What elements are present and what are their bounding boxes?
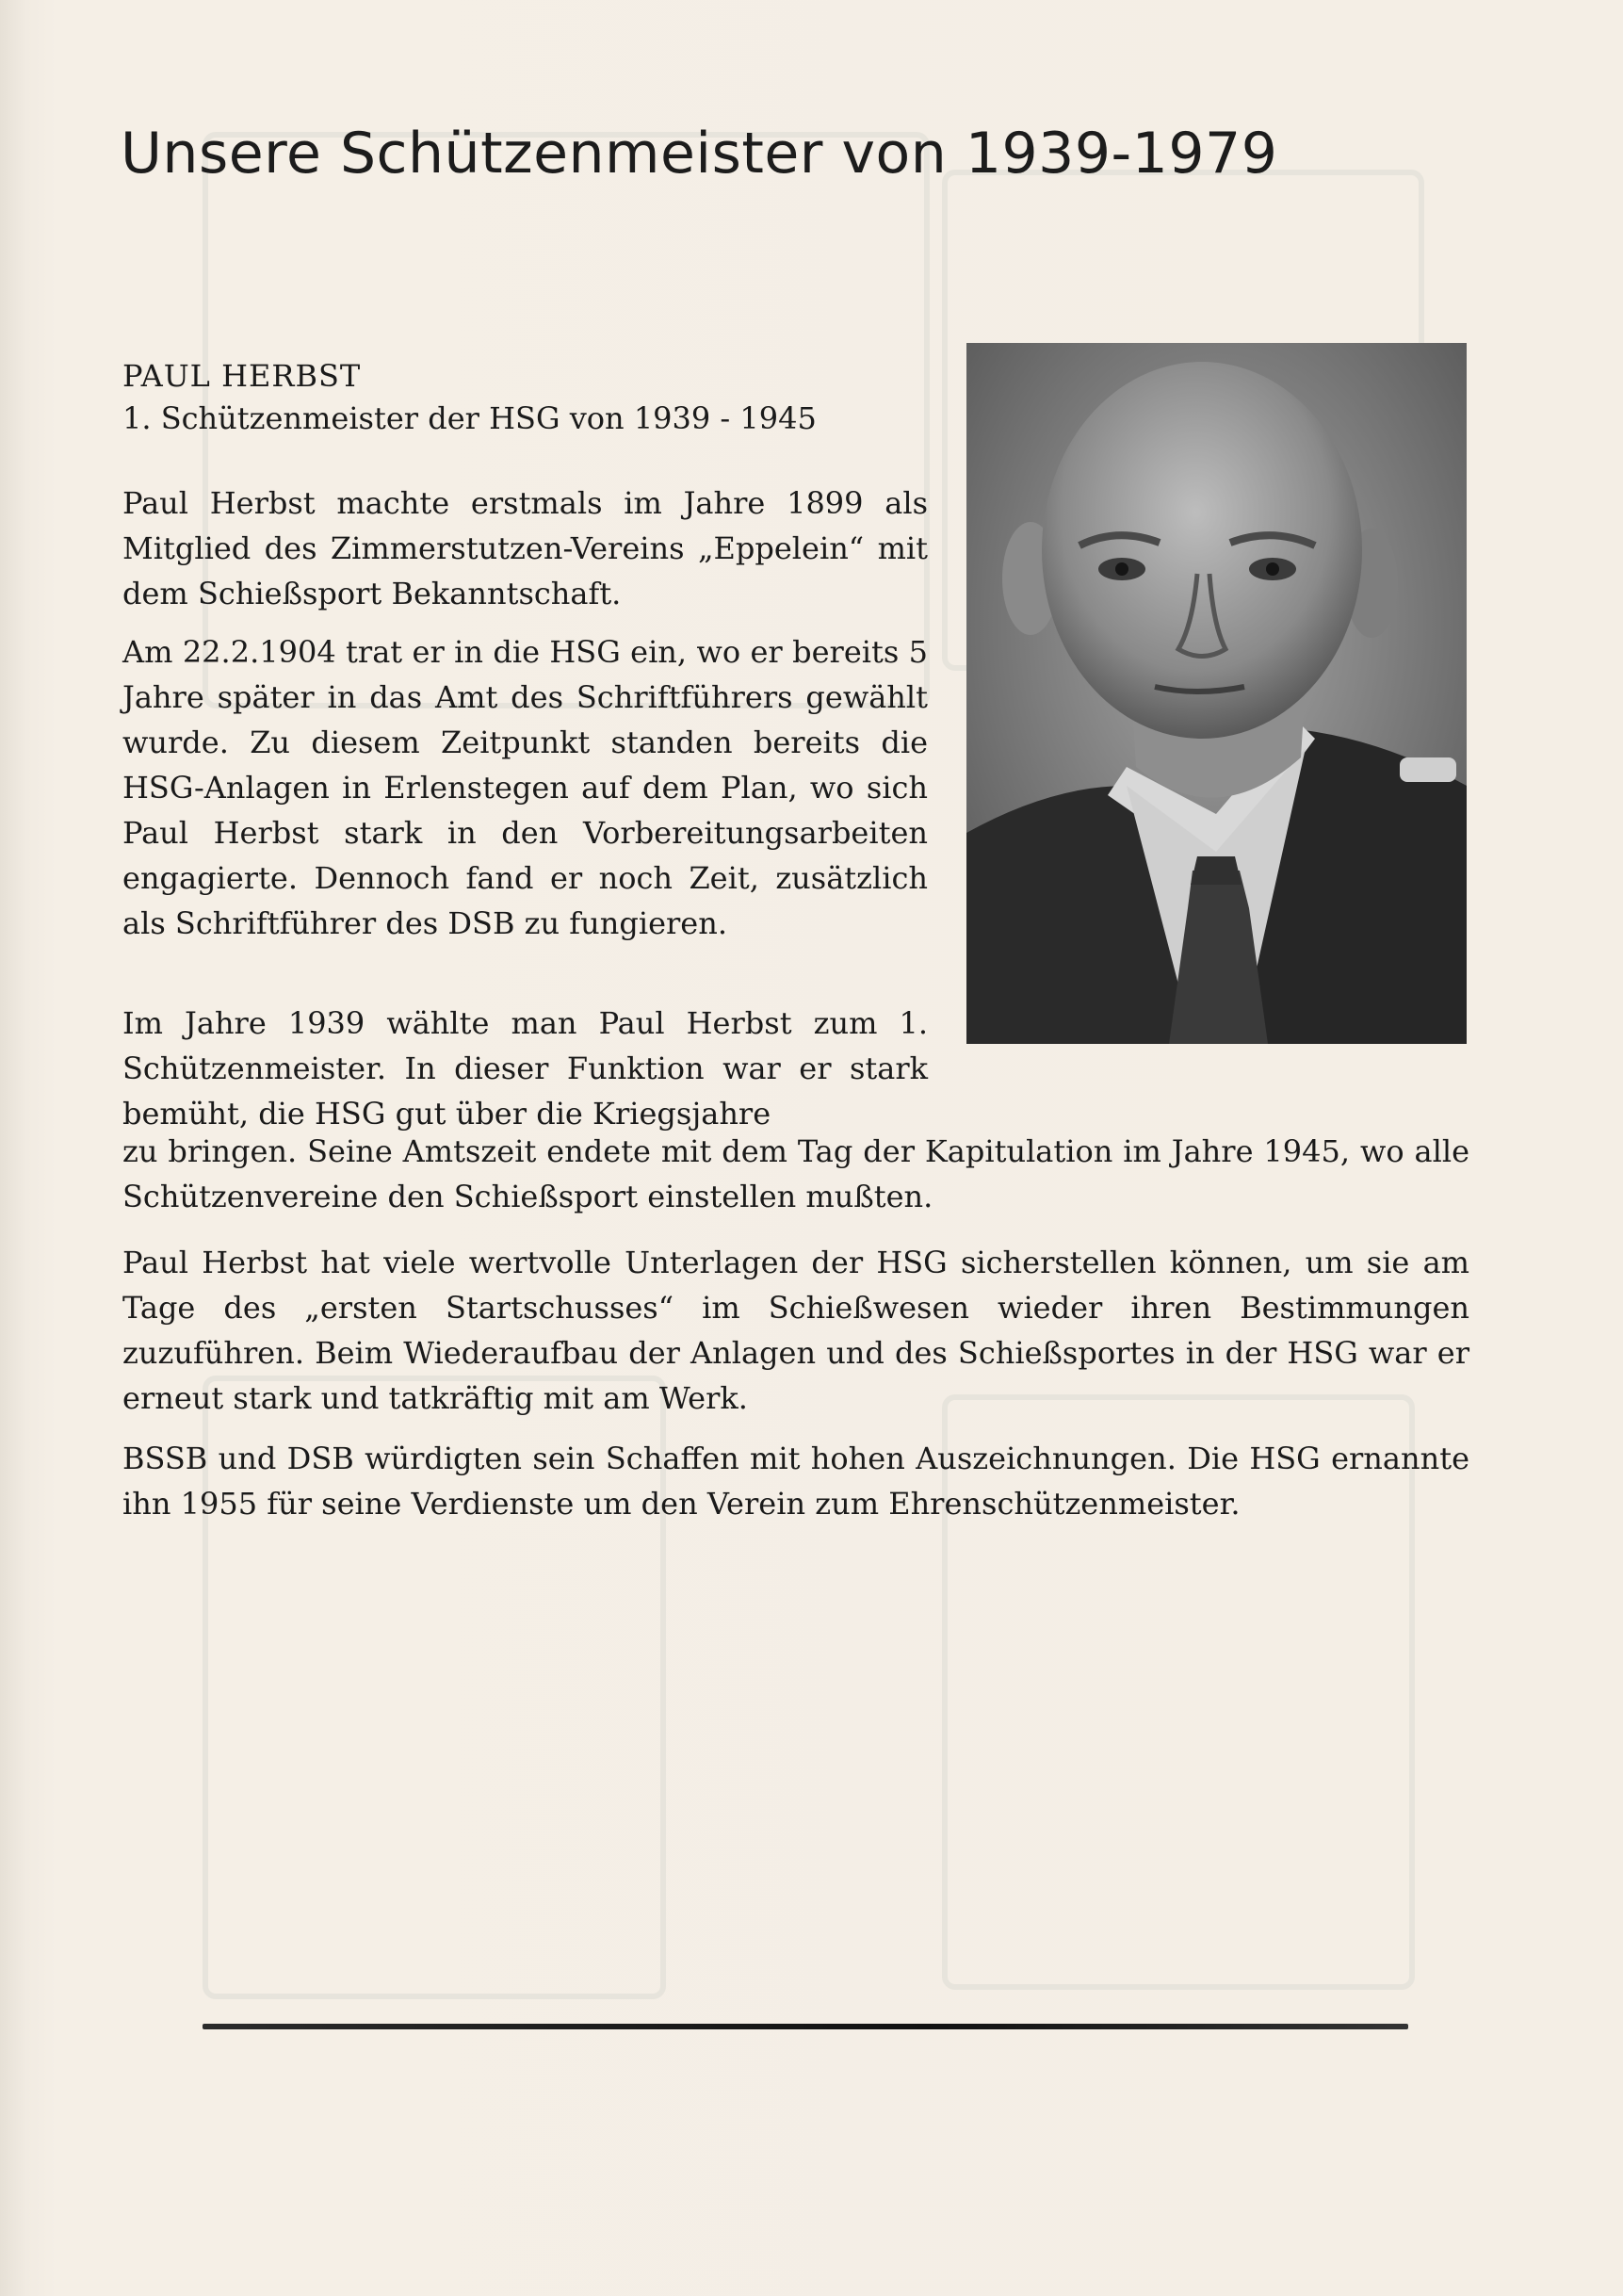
- portrait-photo: [966, 343, 1467, 1044]
- portrait-illustration: [966, 343, 1467, 1044]
- bottom-rule: [203, 2024, 1408, 2029]
- paragraph-5: BSSB und DSB würdigten sein Schaffen mit hohen Auszeichnungen. Die HSG ernannte ihn 1955 für seine Verdienste um den Verein zum Ehrenschützenmeister.: [122, 1441, 1469, 1522]
- paragraph-2: Am 22.2.1904 trat er in die HSG ein, wo er bereits 5 Jahre später in das Amt des Schriftführers gewählt wurde. Zu diesem Zeitpunkt standen bereits die HSG-Anlagen in Erlenstegen auf dem Plan, wo sich Paul Herbst stark in den Vorbereitungsarbeiten engagierte. Dennoch fand er noch Zeit, zusätzlich als Schriftführer des DSB zu fungieren.: [122, 634, 928, 941]
- paragraph-1: Paul Herbst machte erstmals im Jahre 1899 als Mitglied des Zimmerstutzen-Vereins „Eppelein“ mit dem Schießsport Bekanntschaft.: [122, 485, 928, 611]
- person-name: PAUL HERBST: [122, 358, 362, 394]
- person-role: 1. Schützenmeister der HSG von 1939 - 1945: [122, 400, 817, 436]
- paragraph-3-continued: zu bringen. Seine Amtszeit endete mit dem Tag der Kapitulation im Jahre 1945, wo alle Schützenvereine den Schießsport einstellen mußten.: [122, 1133, 1469, 1214]
- page-title: Unsere Schützenmeister von 1939-1979: [121, 121, 1278, 187]
- paragraph-3: Im Jahre 1939 wählte man Paul Herbst zum 1. Schützenmeister. In dieser Funktion war er stark bemüht, die HSG gut über die Kriegsjahre: [122, 1005, 928, 1132]
- paragraph-4: Paul Herbst hat viele wertvolle Unterlagen der HSG sicherstellen können, um sie am Tage des „ersten Startschusses“ im Schießwesen wieder ihren Bestimmungen zuzuführen. Beim Wiederaufbau der Anlagen und des Schießsportes in der HSG war er erneut stark und tatkräftig mit am Werk.: [122, 1245, 1469, 1416]
